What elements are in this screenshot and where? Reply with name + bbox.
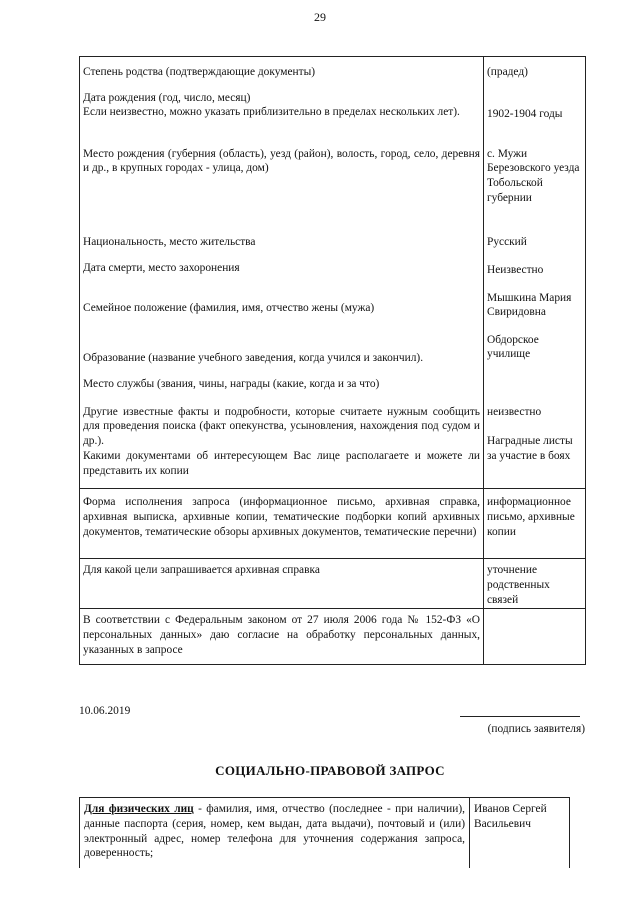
question-cell: Дата рождения (год, число, месяц) Если неизвестно, можно указать приблизительно в пределах нескольких лет). [80, 83, 484, 141]
request-date: 10.06.2019 [79, 705, 131, 717]
question-cell: Дата смерти, место захоронения [80, 257, 484, 285]
answer-cell: Неизвестно [484, 257, 586, 285]
question-cell: Другие известные факты и подробности, которые считаете нужным сообщить для проведения поиска (факт опекунства, усыновления, нахождения под судом и др.). Какими документами об интересующем Вас лице располагаете и можете ли представить их копии [80, 399, 484, 489]
answer-cell: 1902-1904 годы [484, 83, 586, 141]
signature-label: (подпись заявителя) [487, 723, 585, 735]
question-cell: Место рождения (губерния (область), уезд (район), волость, город, село, деревня и др., в крупных городах - улица, дом) [80, 141, 484, 229]
question-cell: Место службы (звания, чины, награды (какие, когда и за что) [80, 373, 484, 399]
table-row [80, 399, 586, 489]
question-cell: Для какой цели запрашивается архивная справка [80, 559, 484, 609]
question-cell: В соответствии с Федеральным законом от 27 июля 2006 года № 152-ФЗ «О персональных данных» даю согласие на обработку персональных данных, указанных в запросе [80, 609, 484, 665]
page-number: 29 [314, 10, 326, 24]
section-heading: СОЦИАЛЬНО-ПРАВОВОЙ ЗАПРОС [215, 763, 445, 778]
table-row [80, 798, 570, 868]
question-cell: Форма исполнения запроса (информационное письмо, архивная справка, архивная выписка, архивные копии, тематические подборки копий архивных документов, тематические обзоры архивных документов, тематические перечни) [80, 489, 484, 559]
archive-request-table [79, 56, 586, 665]
table-row [80, 83, 586, 141]
question-cell: Национальность, место жительства [80, 229, 484, 257]
physical-persons-label: Для физических лиц [84, 803, 194, 815]
question-cell: Образование (название учебного заведения, когда учился и закончил). [80, 331, 484, 373]
answer-cell [484, 373, 586, 399]
question-cell [80, 798, 470, 868]
social-legal-request-table [79, 797, 570, 868]
table-row [80, 373, 586, 399]
answer-cell: с. Мужи Березовского уезда Тобольской губернии [484, 141, 586, 229]
question-cell: Степень родства (подтверждающие документы) [80, 57, 484, 83]
question-cell: Семейное положение (фамилия, имя, отчество жены (мужа) [80, 285, 484, 331]
table-row [80, 229, 586, 257]
answer-cell: Мышкина Мария Свиридовна [484, 285, 586, 331]
answer-cell: Обдорское училище [484, 331, 586, 373]
physical-persons-text: - фамилия, имя, отчество (последнее - при наличии), данные паспорта (серия, номер, кем выдан, дата выдачи), почтовый и (или) электронный адрес, номер телефона для уточнения содержания запроса, доверенность; [84, 803, 465, 860]
answer-cell [484, 609, 586, 665]
table-row [80, 285, 586, 331]
answer-cell: неизвестно Наградные листы за участие в боях [484, 399, 586, 489]
answer-cell: информационное письмо, архивные копии [484, 489, 586, 559]
table-row [80, 257, 586, 285]
answer-cell: Русский [484, 229, 586, 257]
table-row [80, 57, 586, 83]
table-row [80, 331, 586, 373]
table-row [80, 609, 586, 665]
table-row [80, 141, 586, 229]
signature-line [460, 716, 580, 717]
answer-cell: Иванов Сергей Васильевич [470, 798, 570, 868]
answer-cell: уточнение родственных связей [484, 559, 586, 609]
table-row [80, 559, 586, 609]
table-row [80, 489, 586, 559]
answer-cell: (прадед) [484, 57, 586, 83]
